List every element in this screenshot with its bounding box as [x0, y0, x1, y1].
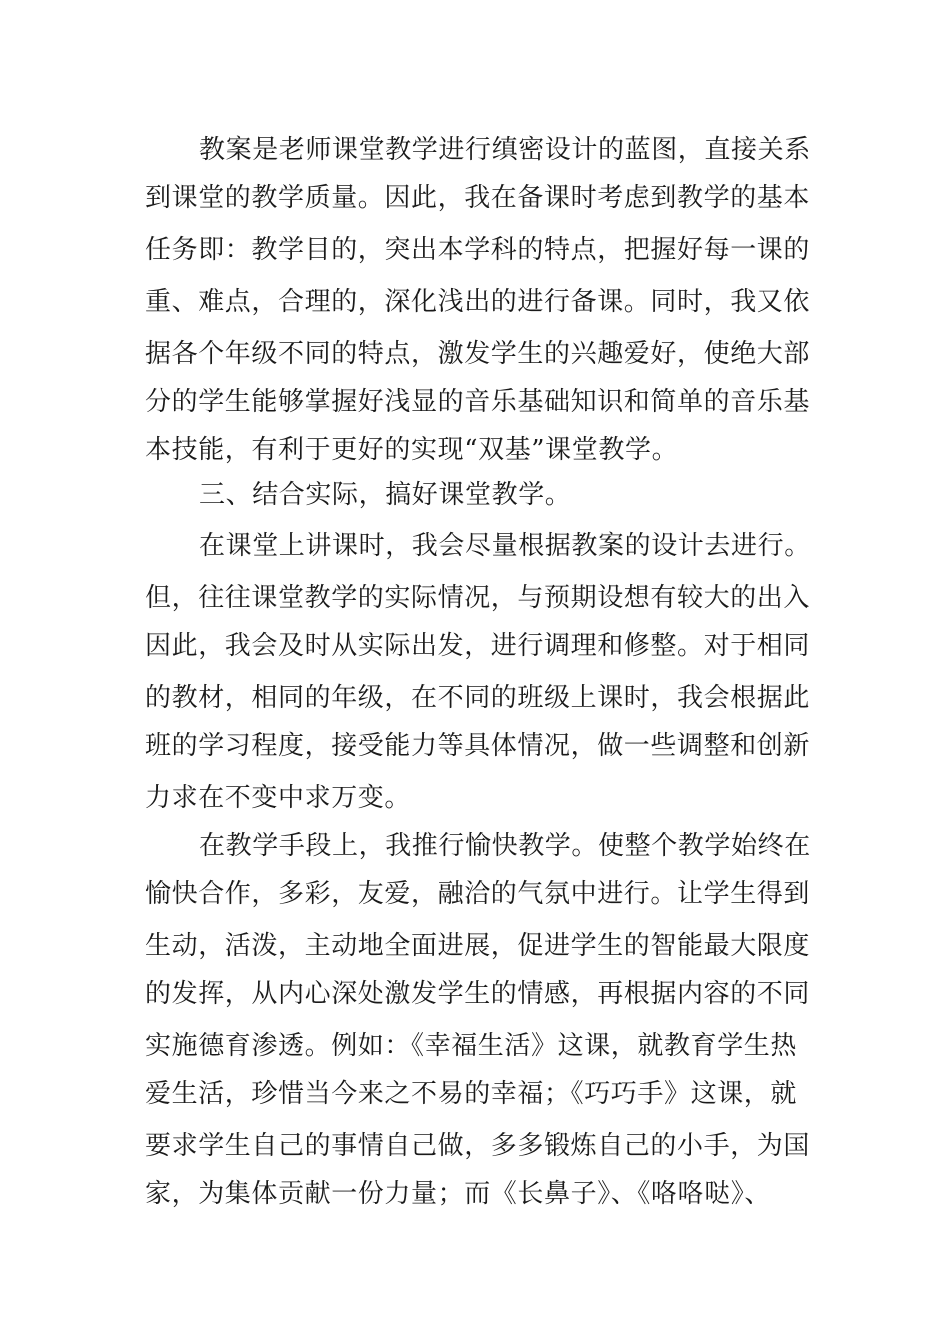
text-line: 的发挥，从内心深处激发学生的情感，再根据内容的不同	[145, 979, 811, 1009]
text-line: 的教材，相同的年级，在不同的班级上课时，我会根据此	[145, 683, 811, 713]
text-line: 生动，活泼，主动地全面进展，促进学生的智能最大限度	[145, 931, 811, 961]
text-line: 教案是老师课堂教学进行缜密设计的蓝图，直接关系	[199, 135, 811, 165]
text-line: 要求学生自己的事情自己做，多多锻炼自己的小手，为国	[145, 1131, 811, 1161]
section-heading: 三、结合实际，搞好课堂教学。	[199, 480, 572, 510]
text-line: 分的学生能够掌握好浅显的音乐基础知识和简单的音乐基	[145, 387, 811, 417]
text-line: 在课堂上讲课时，我会尽量根据教案的设计去进行。	[199, 531, 811, 561]
text-line: 本技能，有利于更好的实现“双基”课堂教学。	[145, 435, 679, 465]
text-line: 班的学习程度，接受能力等具体情况，做一些调整和创新	[145, 731, 811, 761]
text-line: 因此，我会及时从实际出发，进行调理和修整。对于相同	[145, 631, 811, 661]
text-line: 到课堂的教学质量。因此，我在备课时考虑到教学的基本	[145, 183, 811, 213]
text-line: 家，为集体贡献一份力量；而《长鼻子》、《咯咯哒》、	[145, 1179, 772, 1209]
text-line: 力求在不变中求万变。	[145, 783, 412, 813]
text-line: 重、难点，合理的，深化浅出的进行备课。同时，我又依	[145, 287, 811, 317]
text-line: 实施德育渗透。例如：《幸福生活》这课，就教育学生热	[145, 1031, 798, 1061]
text-line: 任务即：教学目的，突出本学科的特点，把握好每一课的	[145, 235, 811, 265]
text-line: 但，往往课堂教学的实际情况，与预期设想有较大的出入	[145, 583, 811, 613]
text-line: 愉快合作，多彩，友爱，融洽的气氛中进行。让学生得到	[145, 879, 811, 909]
text-line: 爱生活，珍惜当今来之不易的幸福；《巧巧手》这课，就	[145, 1079, 798, 1109]
text-line: 据各个年级不同的特点，激发学生的兴趣爱好，使绝大部	[145, 339, 811, 369]
text-line: 在教学手段上，我推行愉快教学。使整个教学始终在	[199, 831, 811, 861]
